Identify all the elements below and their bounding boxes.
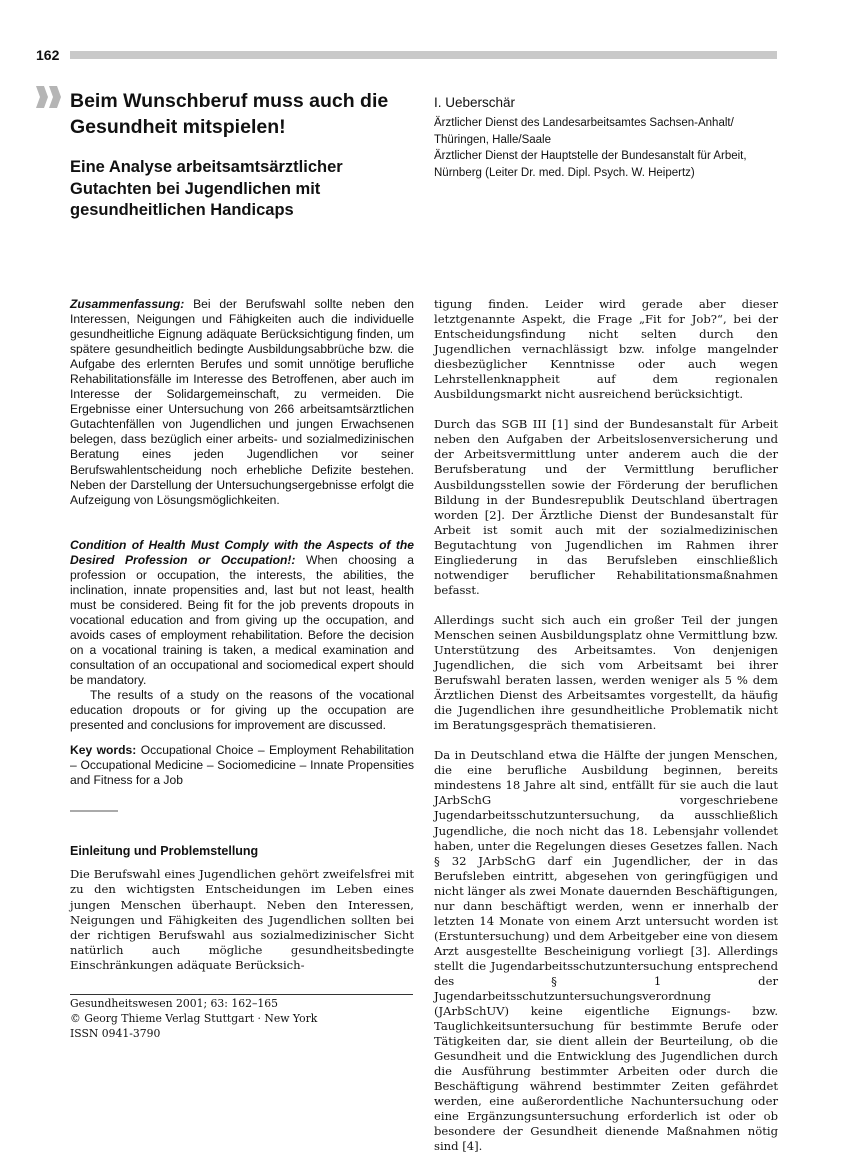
abstract-german bbox=[70, 297, 414, 508]
publisher-line: © Georg Thieme Verlag Stuttgart · New York bbox=[70, 1012, 318, 1025]
abstract-english-text: When choosing a profession or occupation, the interests, the abilities, the inclination, innate propensities and, last but not least, health must be considered. Being fit for the job prevents dropouts in vocational education and from giving up the occupation, and avoids cases of employment rehabilitation. Before the decision on a vocational training is taken, a medical examination and consultation of an occupational and sociomedical expert should be mandatory. bbox=[70, 552, 414, 688]
article-title: Beim Wunschberuf muss auch die Gesundheit mitspielen! bbox=[70, 90, 389, 138]
body-paragraph-1: tigung finden. Leider wird gerade aber dieser letztgenannte Aspekt, die Frage „Fit for Job?“, bei der Entscheidungsfindung nicht selten durch den Jugendlichen vernachlässigt bzw. infolge mangelnder diesbezüglicher Kenntnisse oder auch wegen Lehrstellenknappheit auf dem regionalen Ausbildungsmarkt nicht ausreichend berücksichtigt. bbox=[434, 297, 778, 402]
body-paragraph-4: Da in Deutschland etwa die Hälfte der jungen Menschen, die eine berufliche Ausbildung beginnen, bereits mindestens 18 Jahre alt sind, entfällt für sie auch die laut JArbSchG vorgeschriebene Jugendarbeitsschutzuntersuchung, da ausschließlich Jugendliche, die noch nicht das 18. Lebensjahr vollendet haben, unter die Regelungen dieses Gesetzes fallen. Nach § 32 JArbSchG darf ein Jugendlicher, der in das Berufsleben eintritt, abgesehen von geringfügigen und nicht länger als zwei Monate dauernden Beschäftigungen, nur dann beschäftigt werden, wenn er innerhalb der letzten 14 Monate von einem Arzt untersucht worden ist (Erstuntersuchung) und dem Arbeitgeber eine von diesem Arzt ausgestellte Bescheinigung vorliegt [3]. Allerdings stellt die Jugendarbeitsschutzuntersuchung entsprechend des § 1 der Jugendarbeitsschutzuntersuchungsverordnung (JArbSchUV) keine eigentliche Eignungs- bzw. Tauglichkeitsuntersuchung für bestimmte Berufe oder Tätigkeiten dar, sie dient allein der Beurteilung, ob die Gesundheit und die Entwicklung des Jugendlichen durch die Ausführung bestimmter Arbeiten oder durch die Beschäftigung während bestimmter Zeiten gefährdet werden, eine außerordentliche Nachuntersuchung oder eine Ergänzungsuntersuchung erforderlich ist oder ob besondere der Gesundheit dienende Maßnahmen nötig sind [4]. bbox=[434, 748, 778, 1154]
abstract-english-paragraph-1 bbox=[70, 538, 414, 688]
citation-footer bbox=[70, 996, 413, 1041]
abstract-german-text: Bei der Berufswahl sollte neben den Interessen, Neigungen und Fähigkeiten auch die individuelle gesundheitliche Eignung adäquate Berücksichtigung finden, um spätere gesundheitlich bedingte Ausbildungsabbrüche bzw. die Aufgabe des erlernten Berufes und somit unnötige berufliche Rehabilitationsfälle im Interesse des Betroffenen, aber auch im Interesse der Solidargemeinschaft, zu vermeiden. Die Ergebnisse einer Untersuchung von 266 arbeitsamtsärztlichen Gutachtenfällen von Jugendlichen und jungen Erwachsenen belegen, dass bezüglich einer arbeits- und sozialmedizinischen Beratung eines jeden Jugendlichen vor seiner Berufswahlentscheidung noch erhebliche Defizite bestehen. Neben der Darstellung der Untersuchungsergebnisse erfolgt die Aufzeigung von Lösungsmöglichkeiten. bbox=[70, 297, 414, 507]
abstract-german-lead: Zusammenfassung: bbox=[70, 297, 185, 311]
right-column bbox=[434, 297, 778, 1155]
abstract-english-lead: Condition of Health Must Comply with the Aspects of the Desired Profession or Occupation!: bbox=[70, 537, 414, 567]
issn-line: ISSN 0941-3790 bbox=[70, 1027, 161, 1040]
affiliation-2: Ärztlicher Dienst der Hauptstelle der Bundesanstalt für Arbeit, Nürnberg (Leiter Dr. med. Dipl. Psych. W. Heipertz) bbox=[434, 150, 747, 179]
intro-paragraph: Die Berufswahl eines Jugendlichen gehört zweifelsfrei mit zu den wichtigsten Entscheidungen im Leben eines jungen Menschen überhaupt. Neben den Interessen, Neigungen und Fähigkeiten des Jugendlichen sollten bei der richtigen Berufswahl aus sozialmedizinischer Sicht natürlich auch mögliche gesundheitsbedingte Einschränkungen adäquate Berücksich- bbox=[70, 867, 414, 972]
page-number: 162 bbox=[36, 47, 60, 63]
body-paragraph-3: Allerdings sucht sich auch ein großer Teil der jungen Menschen seinen Ausbildungsplatz ohne Vermittlung bzw. Unterstützung des Arbeitsamtes. Von denjenigen Jugendlichen, die sich vom Arbeitsamt bei ihrer Berufswahl beraten lassen, werden weniger als 5 % dem Ärztlichen Dienst des Arbeitsamtes vorgestellt, da häufig die Jugendlichen ihre gesundheitliche Problematik nicht im Beratungsgespräch thematisieren. bbox=[434, 612, 778, 733]
journal-citation: Gesundheitswesen 2001; 63: 162–165 bbox=[70, 997, 278, 1010]
keywords-text: Occupational Choice – Employment Rehabilitation – Occupational Medicine – Sociomedicine – Innate Propensities and Fitness for a Job bbox=[70, 743, 414, 788]
author-name: I. Ueberschär bbox=[434, 95, 516, 110]
keywords bbox=[70, 743, 414, 788]
article-subtitle: Eine Analyse arbeitsamtsärztlicher Gutachten bei Jugendlichen mit gesundheitlichen Handicaps bbox=[70, 158, 343, 219]
abstract-english bbox=[70, 538, 414, 789]
section-heading: Einleitung und Problemstellung bbox=[70, 844, 259, 859]
keywords-lead: Key words: bbox=[70, 743, 137, 758]
section-divider bbox=[70, 810, 118, 812]
header-bar bbox=[70, 51, 777, 59]
footer-rule bbox=[70, 994, 413, 995]
body-paragraph-2: Durch das SGB III [1] sind der Bundesanstalt für Arbeit neben den Aufgaben der Arbeitslosenversicherung und der Arbeitsvermittlung unter anderem auch die der Berufsberatung und der Vermittlung beruflicher Ausbildungsstellen sowie der Förderung der beruflichen Bildung in der Bundesrepublik Deutschland übertragen worden [2]. Der Ärztliche Dienst der Bundesanstalt für Arbeit ist somit auch mit der sozialmedizinischen Begutachtung von Jugendlichen im Rahmen ihrer Eingliederung in das Berufsleben einschließlich notwendiger beruflicher Rehabilitationsmaßnahmen befasst. bbox=[434, 417, 778, 597]
double-chevron-quote-icon bbox=[36, 86, 62, 108]
author-block bbox=[434, 94, 774, 181]
affiliation-1: Ärztlicher Dienst des Landesarbeitsamtes Sachsen-Anhalt/ Thüringen, Halle/Saale bbox=[434, 117, 734, 146]
left-column bbox=[70, 297, 414, 973]
abstract-english-paragraph-2: The results of a study on the reasons of the vocational education dropouts or for giving up the occupation are presented and conclusions for improvement are discussed. bbox=[70, 688, 414, 733]
